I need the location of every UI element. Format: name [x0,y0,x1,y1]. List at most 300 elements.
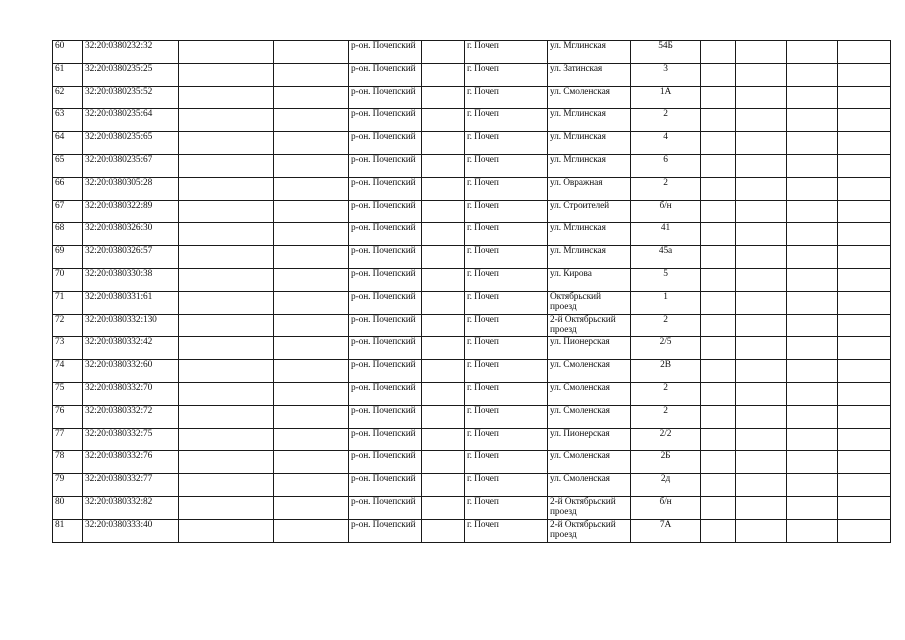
empty-cell [787,428,838,451]
street-cell: ул. Смоленская [548,405,631,428]
row-number-cell: 72 [53,314,83,337]
empty-cell [787,451,838,474]
empty-cell [838,382,891,405]
house-number-cell: 2/5 [631,337,701,360]
empty-cell [179,109,274,132]
house-number-cell: 4 [631,132,701,155]
empty-cell [838,154,891,177]
empty-cell [179,268,274,291]
district-cell: р-он. Почепский [349,405,422,428]
district-cell: р-он. Почепский [349,496,422,519]
empty-cell [838,291,891,314]
cadastral-number-cell: 32:20:0380235:65 [83,132,179,155]
empty-cell [736,519,787,542]
empty-cell [701,268,736,291]
row-number-cell: 80 [53,496,83,519]
district-cell: р-он. Почепский [349,200,422,223]
district-cell: р-он. Почепский [349,246,422,269]
house-number-cell: 2 [631,405,701,428]
table-row [53,154,891,177]
district-cell: р-он. Почепский [349,177,422,200]
empty-cell [736,154,787,177]
empty-cell [701,405,736,428]
empty-cell [736,223,787,246]
city-cell: г. Почеп [465,428,548,451]
document-page [52,40,891,543]
table-row [53,223,891,246]
table-row [53,496,891,519]
empty-cell [701,223,736,246]
cadastral-number-cell: 32:20:0380331:61 [83,291,179,314]
empty-cell [274,382,349,405]
house-number-cell: 7А [631,519,701,542]
cadastral-number-cell: 32:20:0380332:77 [83,474,179,497]
city-cell: г. Почеп [465,109,548,132]
empty-cell [787,314,838,337]
district-cell: р-он. Почепский [349,314,422,337]
street-cell: ул. Мглинская [548,154,631,177]
empty-cell [179,519,274,542]
empty-cell [274,519,349,542]
street-cell: 2-й Октябрьский проезд [548,496,631,519]
empty-cell [274,451,349,474]
empty-cell [701,63,736,86]
empty-cell [701,154,736,177]
empty-cell [838,474,891,497]
table-row [53,109,891,132]
empty-cell [179,428,274,451]
cadastral-number-cell: 32:20:0380235:67 [83,154,179,177]
empty-cell [736,132,787,155]
empty-cell [736,63,787,86]
empty-cell [838,86,891,109]
city-cell: г. Почеп [465,154,548,177]
cadastral-number-cell: 32:20:0380235:64 [83,109,179,132]
street-cell: ул. Затинская [548,63,631,86]
house-number-cell: 2 [631,177,701,200]
row-number-cell: 79 [53,474,83,497]
empty-cell [787,41,838,64]
house-number-cell: 6 [631,154,701,177]
empty-cell [422,109,465,132]
empty-cell [736,496,787,519]
empty-cell [736,360,787,383]
table-row [53,86,891,109]
empty-cell [274,154,349,177]
empty-cell [701,519,736,542]
house-number-cell: 2 [631,314,701,337]
district-cell: р-он. Почепский [349,428,422,451]
row-number-cell: 69 [53,246,83,269]
street-cell: ул. Пионерская [548,428,631,451]
empty-cell [274,496,349,519]
empty-cell [787,63,838,86]
empty-cell [787,474,838,497]
empty-cell [179,474,274,497]
empty-cell [787,360,838,383]
house-number-cell: 5 [631,268,701,291]
empty-cell [736,314,787,337]
table-row [53,314,891,337]
empty-cell [179,177,274,200]
empty-cell [422,86,465,109]
table-row [53,451,891,474]
empty-cell [274,405,349,428]
house-number-cell: 2Б [631,451,701,474]
city-cell: г. Почеп [465,291,548,314]
street-cell: ул. Мглинская [548,246,631,269]
empty-cell [422,451,465,474]
empty-cell [838,63,891,86]
empty-cell [701,337,736,360]
district-cell: р-он. Почепский [349,291,422,314]
city-cell: г. Почеп [465,360,548,383]
empty-cell [838,268,891,291]
cadastral-number-cell: 32:20:0380326:30 [83,223,179,246]
empty-cell [274,223,349,246]
district-cell: р-он. Почепский [349,268,422,291]
table-row [53,177,891,200]
empty-cell [179,451,274,474]
street-cell: ул. Овражная [548,177,631,200]
empty-cell [422,496,465,519]
district-cell: р-он. Почепский [349,132,422,155]
house-number-cell: 2д [631,474,701,497]
empty-cell [701,246,736,269]
row-number-cell: 75 [53,382,83,405]
empty-cell [179,246,274,269]
empty-cell [422,291,465,314]
empty-cell [787,86,838,109]
empty-cell [736,177,787,200]
empty-cell [838,405,891,428]
house-number-cell: 1А [631,86,701,109]
cadastral-number-cell: 32:20:0380332:76 [83,451,179,474]
row-number-cell: 64 [53,132,83,155]
empty-cell [787,337,838,360]
empty-cell [179,154,274,177]
cadastral-number-cell: 32:20:0380332:75 [83,428,179,451]
empty-cell [422,132,465,155]
cadastral-number-cell: 32:20:0380332:72 [83,405,179,428]
empty-cell [274,314,349,337]
table-row [53,132,891,155]
row-number-cell: 65 [53,154,83,177]
empty-cell [838,337,891,360]
empty-cell [736,246,787,269]
empty-cell [736,86,787,109]
table-row [53,428,891,451]
district-cell: р-он. Почепский [349,337,422,360]
empty-cell [787,496,838,519]
city-cell: г. Почеп [465,451,548,474]
district-cell: р-он. Почепский [349,474,422,497]
empty-cell [179,337,274,360]
empty-cell [838,223,891,246]
empty-cell [422,314,465,337]
empty-cell [838,132,891,155]
street-cell: 2-й Октябрьский проезд [548,314,631,337]
empty-cell [179,200,274,223]
empty-cell [274,360,349,383]
property-registry-table [52,40,891,543]
cadastral-number-cell: 32:20:0380322:89 [83,200,179,223]
empty-cell [179,132,274,155]
empty-cell [422,177,465,200]
empty-cell [274,132,349,155]
empty-cell [701,132,736,155]
street-cell: ул. Пионерская [548,337,631,360]
empty-cell [422,268,465,291]
empty-cell [179,41,274,64]
empty-cell [422,337,465,360]
registry-body [53,41,891,543]
empty-cell [274,246,349,269]
empty-cell [736,451,787,474]
empty-cell [274,41,349,64]
empty-cell [736,405,787,428]
street-cell: ул. Смоленская [548,382,631,405]
city-cell: г. Почеп [465,314,548,337]
empty-cell [422,223,465,246]
empty-cell [838,109,891,132]
district-cell: р-он. Почепский [349,41,422,64]
empty-cell [838,451,891,474]
street-cell: ул. Смоленская [548,451,631,474]
city-cell: г. Почеп [465,200,548,223]
city-cell: г. Почеп [465,268,548,291]
empty-cell [701,451,736,474]
house-number-cell: 1 [631,291,701,314]
empty-cell [736,200,787,223]
empty-cell [179,291,274,314]
street-cell: ул. Мглинская [548,223,631,246]
table-row [53,268,891,291]
street-cell: ул. Мглинская [548,41,631,64]
table-row [53,382,891,405]
empty-cell [274,428,349,451]
city-cell: г. Почеп [465,177,548,200]
cadastral-number-cell: 32:20:0380326:57 [83,246,179,269]
row-number-cell: 67 [53,200,83,223]
empty-cell [422,63,465,86]
empty-cell [838,428,891,451]
empty-cell [701,382,736,405]
table-row [53,63,891,86]
cadastral-number-cell: 32:20:0380332:82 [83,496,179,519]
table-row [53,200,891,223]
street-cell: ул. Смоленская [548,86,631,109]
empty-cell [422,246,465,269]
cadastral-number-cell: 32:20:0380332:70 [83,382,179,405]
street-cell: ул. Строителей [548,200,631,223]
empty-cell [422,405,465,428]
table-row [53,474,891,497]
table-row [53,360,891,383]
empty-cell [838,41,891,64]
table-row [53,246,891,269]
empty-cell [422,360,465,383]
district-cell: р-он. Почепский [349,63,422,86]
district-cell: р-он. Почепский [349,360,422,383]
table-row [53,405,891,428]
cadastral-number-cell: 32:20:0380332:42 [83,337,179,360]
empty-cell [274,268,349,291]
city-cell: г. Почеп [465,474,548,497]
district-cell: р-он. Почепский [349,382,422,405]
empty-cell [736,291,787,314]
empty-cell [736,428,787,451]
cadastral-number-cell: 32:20:0380232:32 [83,41,179,64]
empty-cell [787,132,838,155]
empty-cell [838,314,891,337]
city-cell: г. Почеп [465,405,548,428]
row-number-cell: 73 [53,337,83,360]
house-number-cell: 45а [631,246,701,269]
empty-cell [787,291,838,314]
empty-cell [701,109,736,132]
city-cell: г. Почеп [465,382,548,405]
empty-cell [274,86,349,109]
empty-cell [787,154,838,177]
empty-cell [787,268,838,291]
table-row [53,291,891,314]
street-cell: ул. Смоленская [548,474,631,497]
cadastral-number-cell: 32:20:0380235:52 [83,86,179,109]
empty-cell [701,41,736,64]
row-number-cell: 70 [53,268,83,291]
city-cell: г. Почеп [465,496,548,519]
empty-cell [787,382,838,405]
empty-cell [179,382,274,405]
cadastral-number-cell: 32:20:0380332:60 [83,360,179,383]
house-number-cell: 2 [631,382,701,405]
empty-cell [179,223,274,246]
empty-cell [274,291,349,314]
house-number-cell: 2/2 [631,428,701,451]
empty-cell [787,109,838,132]
house-number-cell: б/н [631,496,701,519]
empty-cell [422,428,465,451]
empty-cell [701,428,736,451]
empty-cell [736,337,787,360]
empty-cell [179,314,274,337]
empty-cell [736,41,787,64]
district-cell: р-он. Почепский [349,154,422,177]
street-cell: ул. Мглинская [548,109,631,132]
empty-cell [736,382,787,405]
empty-cell [787,246,838,269]
empty-cell [701,474,736,497]
empty-cell [787,223,838,246]
cadastral-number-cell: 32:20:0380235:25 [83,63,179,86]
empty-cell [787,405,838,428]
district-cell: р-он. Почепский [349,223,422,246]
city-cell: г. Почеп [465,519,548,542]
empty-cell [701,496,736,519]
cadastral-number-cell: 32:20:0380333:40 [83,519,179,542]
empty-cell [838,177,891,200]
row-number-cell: 78 [53,451,83,474]
empty-cell [179,63,274,86]
empty-cell [838,519,891,542]
empty-cell [838,360,891,383]
empty-cell [422,41,465,64]
empty-cell [736,109,787,132]
row-number-cell: 76 [53,405,83,428]
city-cell: г. Почеп [465,246,548,269]
house-number-cell: 2 [631,109,701,132]
cadastral-number-cell: 32:20:0380305:28 [83,177,179,200]
empty-cell [422,382,465,405]
table-row [53,41,891,64]
row-number-cell: 61 [53,63,83,86]
empty-cell [701,291,736,314]
empty-cell [274,109,349,132]
house-number-cell: 41 [631,223,701,246]
empty-cell [179,405,274,428]
empty-cell [422,519,465,542]
row-number-cell: 62 [53,86,83,109]
row-number-cell: 60 [53,41,83,64]
row-number-cell: 66 [53,177,83,200]
empty-cell [838,496,891,519]
row-number-cell: 77 [53,428,83,451]
empty-cell [179,360,274,383]
district-cell: р-он. Почепский [349,109,422,132]
row-number-cell: 81 [53,519,83,542]
empty-cell [422,154,465,177]
district-cell: р-он. Почепский [349,86,422,109]
table-row [53,337,891,360]
street-cell: ул. Кирова [548,268,631,291]
empty-cell [787,200,838,223]
street-cell: 2-й Октябрьский проезд [548,519,631,542]
row-number-cell: 63 [53,109,83,132]
empty-cell [274,337,349,360]
empty-cell [422,474,465,497]
district-cell: р-он. Почепский [349,451,422,474]
row-number-cell: 74 [53,360,83,383]
district-cell: р-он. Почепский [349,519,422,542]
house-number-cell: 2В [631,360,701,383]
empty-cell [701,86,736,109]
city-cell: г. Почеп [465,63,548,86]
city-cell: г. Почеп [465,86,548,109]
empty-cell [274,63,349,86]
empty-cell [787,177,838,200]
empty-cell [274,200,349,223]
city-cell: г. Почеп [465,223,548,246]
empty-cell [701,360,736,383]
city-cell: г. Почеп [465,132,548,155]
empty-cell [274,474,349,497]
empty-cell [701,200,736,223]
city-cell: г. Почеп [465,337,548,360]
house-number-cell: 54Б [631,41,701,64]
table-row [53,519,891,542]
row-number-cell: 71 [53,291,83,314]
street-cell: Октябрьский проезд [548,291,631,314]
empty-cell [274,177,349,200]
empty-cell [787,519,838,542]
cadastral-number-cell: 32:20:0380332:130 [83,314,179,337]
street-cell: ул. Мглинская [548,132,631,155]
house-number-cell: б/н [631,200,701,223]
empty-cell [838,200,891,223]
row-number-cell: 68 [53,223,83,246]
empty-cell [701,314,736,337]
